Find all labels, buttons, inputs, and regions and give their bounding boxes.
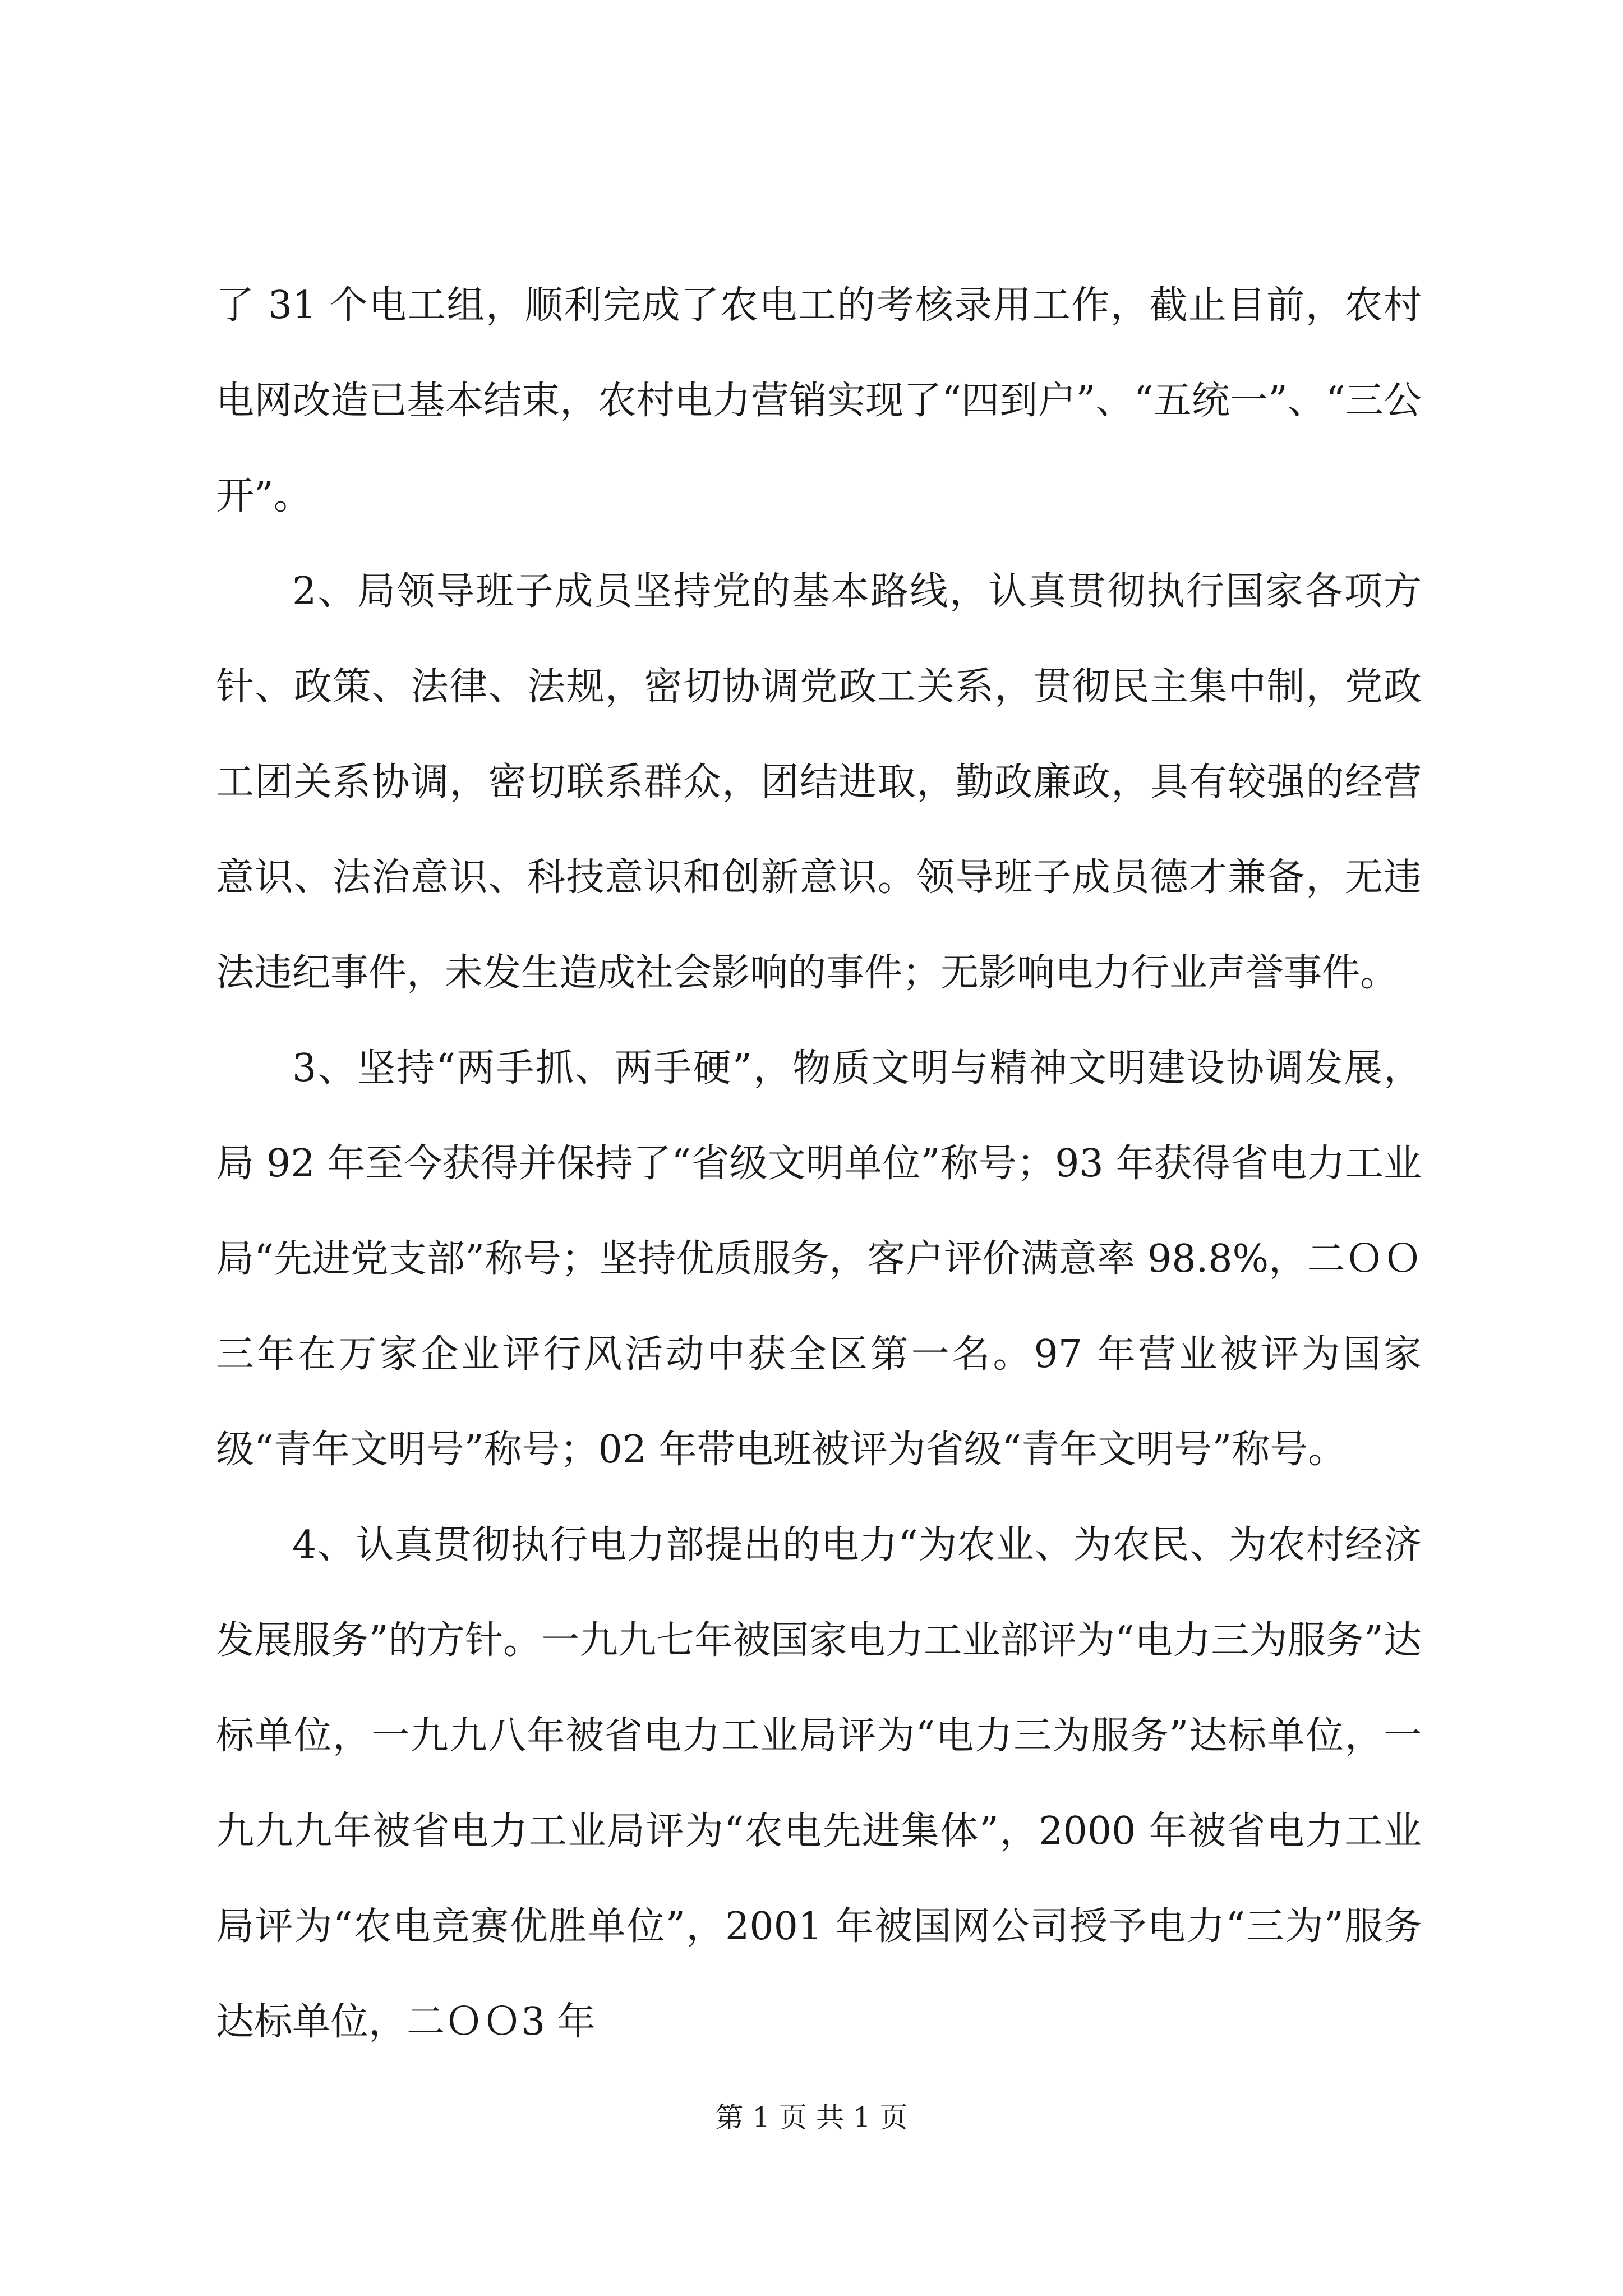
paragraph-3: 3、坚持“两手抓、两手硬”，物质文明与精神文明建设协调发展，局 92 年至今获得并保持了“省级文明单位”称号；93 年获得省电力工业局“先进党支部”称号；坚持优质服务，客户评价满意率 98.8%，二ＯＯ三年在万家企业评行风活动中获全区第一名。97 年营业被评为国家级“青年文明号”称号；02 年带电班被评为省级“青年文明号”称号。 [216,1046,1422,1472]
page-number-label: 第 1 页 共 1 页 [715,2101,908,2134]
document-body [216,258,1422,2070]
paragraph-2: 2、局领导班子成员坚持党的基本路线，认真贯彻执行国家各项方针、政策、法律、法规，密切协调党政工关系，贯彻民主集中制，党政工团关系协调，密切联系群众，团结进取，勤政廉政，具有较强的经营意识、法治意识、科技意识和创新意识。领导班子成员德才兼备，无违法违纪事件，未发生造成社会影响的事件；无影响电力行业声誉事件。 [216,569,1422,995]
paragraph-4: 4、认真贯彻执行电力部提出的电力“为农业、为农民、为农村经济发展服务”的方针。一九九七年被国家电力工业部评为“电力三为服务”达标单位，一九九八年被省电力工业局评为“电力三为服务”达标单位，一九九九年被省电力工业局评为“农电先进集体”，2000 年被省电力工业局评为“农电竞赛优胜单位”，2001 年被国网公司授予电力“三为”服务达标单位，二ＯＯ3 年 [216,1523,1422,2044]
page-footer [0,2098,1623,2137]
paragraph-1: 了 31 个电工组，顺利完成了农电工的考核录用工作，截止目前，农村电网改造已基本结束，农村电力营销实现了“四到户”、“五统一”、“三公开”。 [216,283,1422,518]
